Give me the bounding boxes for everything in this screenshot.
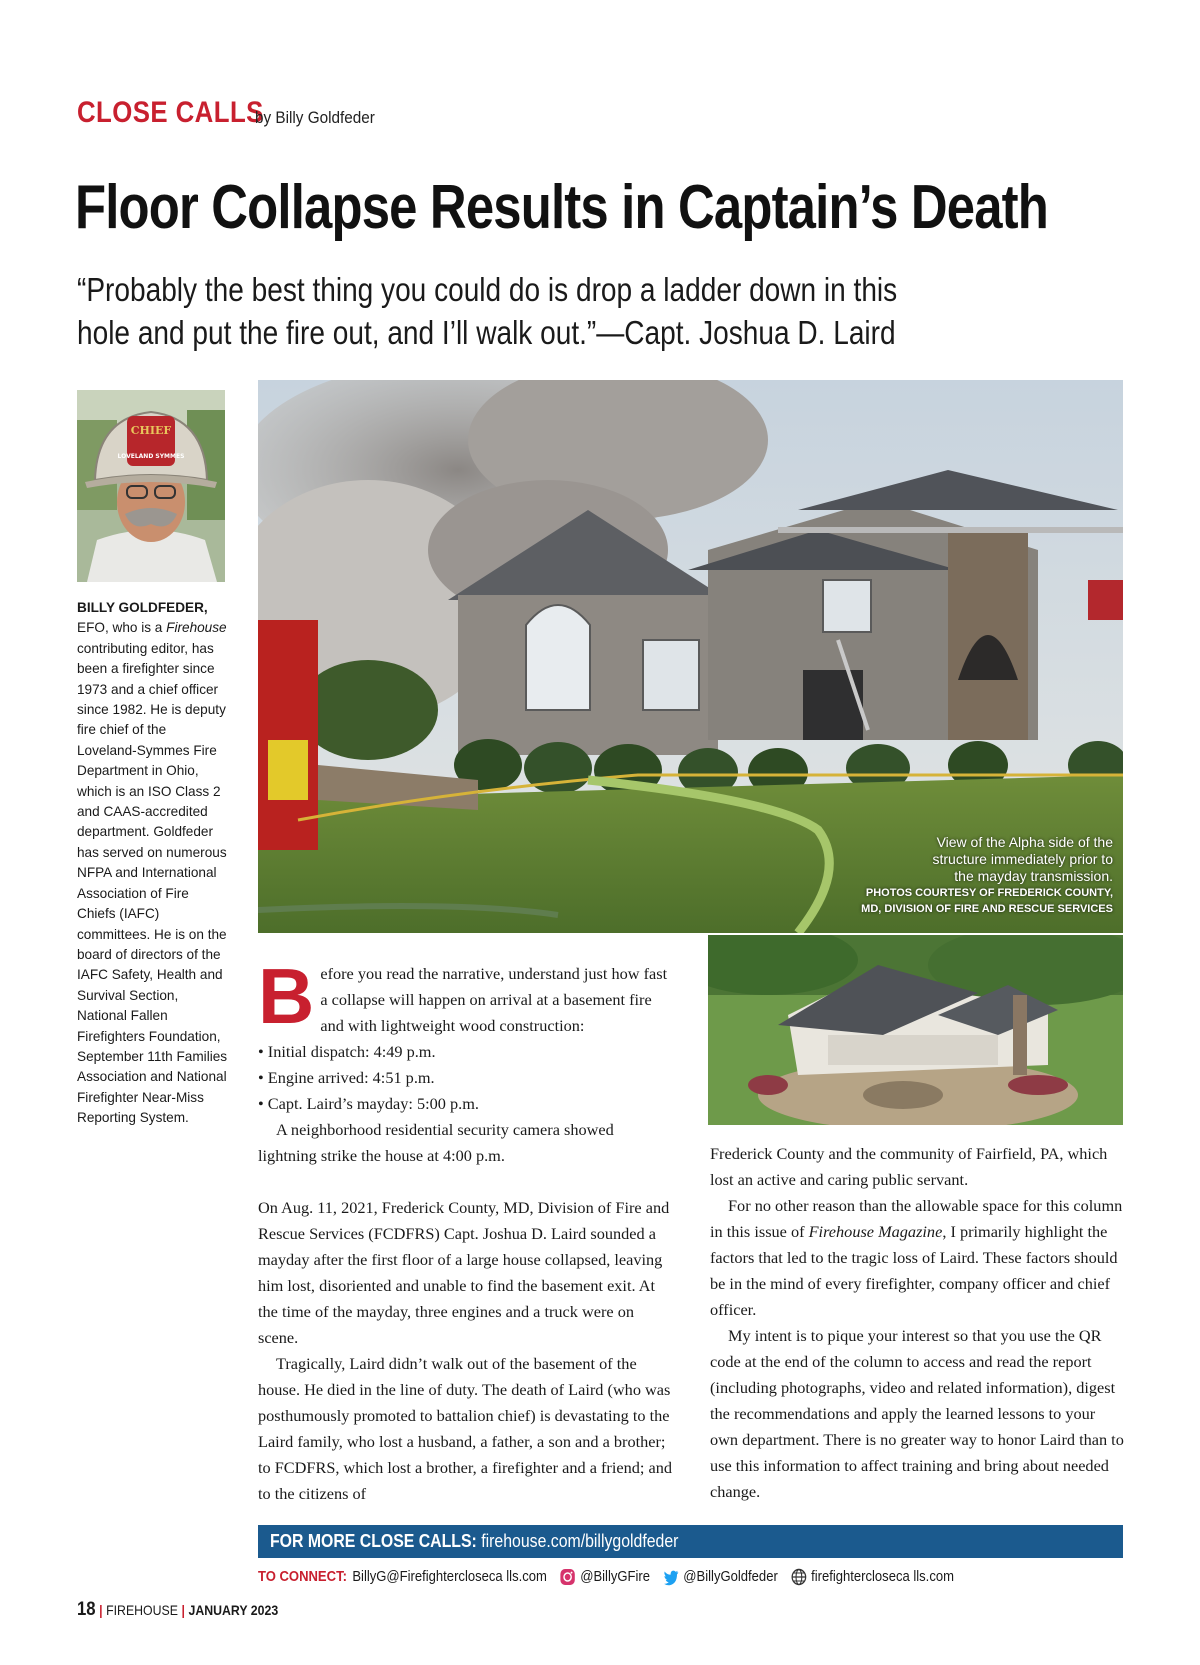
magazine-name: Firehouse Magazine <box>808 1222 943 1241</box>
photo-credit: PHOTOS COURTESY OF FREDERICK COUNTY, MD, DIVISION OF FIRE AND RESCUE SERVICES <box>861 887 1113 915</box>
more-url-link[interactable]: firehouse.com/billygoldfeder <box>481 1531 679 1551</box>
bullet-text: Capt. Laird’s mayday: 5:00 p.m. <box>267 1094 479 1113</box>
twitter-link[interactable] <box>663 1568 778 1586</box>
instagram-link[interactable] <box>560 1568 651 1586</box>
space-text-a: For no other reason than the allowable space for this column in this issue of <box>710 1196 1123 1241</box>
body-column-left <box>258 952 674 1507</box>
byline: by Billy Goldfeder <box>255 108 375 127</box>
bio-text-a: EFO, who is a <box>77 620 167 636</box>
aerial-house-photo <box>708 935 1123 1125</box>
intent-paragraph: My intent is to pique your interest so that you use the QR code at the end of the column to access and read the report (including photographs, video and related information), digest the recommendations and apply the learned lessons to your own department. There is no greater way to honor Laird than to use this information to affect training and bring about needed change. <box>710 1326 1124 1501</box>
more-close-calls-bar <box>258 1525 1123 1558</box>
space-text-b: , I primarily highlight the factors that led to the tragic loss of Laird. These factors should be in the mind of every firefighter, company officer and chief officer. <box>710 1222 1118 1319</box>
magazine-title: FIREHOUSE <box>106 1602 178 1618</box>
section-label: CLOSE CALLS <box>77 96 264 129</box>
bio-publication: Firehouse <box>166 620 227 636</box>
connect-row <box>258 1568 967 1586</box>
photo-caption <box>853 834 1113 917</box>
globe-icon <box>790 1568 806 1586</box>
twitter-handle: @BillyGoldfeder <box>683 1569 778 1585</box>
bullet-item: • Capt. Laird’s mayday: 5:00 p.m. <box>258 1094 479 1113</box>
issue-date: JANUARY 2023 <box>188 1602 279 1618</box>
section-kicker <box>77 96 375 130</box>
continued-paragraph: Frederick County and the community of Fairfield, PA, which lost an active and caring public servant. <box>710 1144 1108 1189</box>
fire-scene-photo <box>258 380 1123 933</box>
camera-paragraph: A neighborhood residential security camera showed lightning strike the house at 4:00 p.m. <box>258 1120 614 1165</box>
pull-quote: “Probably the best thing you could do is drop a ladder down in this hole and put the fire out, and I’ll walk out.”—Capt. Joshua D. Laird <box>77 271 898 351</box>
bullet-item: • Engine arrived: 4:51 p.m. <box>258 1068 435 1087</box>
instagram-icon <box>560 1568 576 1586</box>
bio-text-b: contributing editor, has been a firefighter since 1973 and a chief officer since 1982. He is deputy fire chief of the Loveland-Symmes Fire Department in Ohio, which is an ISO Class 2 and CAAS-accredited department. Goldfeder has served on numerous NFPA and International Association of Fire Chiefs (IAFC) committees. He is on the board of directors of the IAFC Safety, Health and Survival Section, National Fallen Firefighters Foundation, September 11th Families Association and National Firefighter Near-Miss Reporting System. <box>77 640 228 1126</box>
website-url: firefightercloseca lls.com <box>811 1569 954 1585</box>
email-link[interactable]: BillyG@Firefightercloseca lls.com <box>352 1569 547 1585</box>
helmet-text: CHIEF <box>130 424 172 437</box>
twitter-icon <box>663 1568 679 1586</box>
drop-cap: B <box>258 952 315 1040</box>
author-photo <box>77 390 225 582</box>
bullet-item: • Initial dispatch: 4:49 p.m. <box>258 1042 436 1061</box>
body-column-right <box>710 1141 1124 1505</box>
page-number: 18 <box>77 1599 96 1620</box>
space-paragraph <box>710 1193 1124 1323</box>
instagram-handle: @BillyGFire <box>580 1569 651 1585</box>
more-label: FOR MORE CLOSE CALLS: <box>270 1531 477 1551</box>
helmet-badge-text: LOVELAND SYMMES <box>117 453 185 460</box>
connect-label: TO CONNECT: <box>258 1569 347 1585</box>
author-bio <box>77 598 229 1129</box>
bio-name: BILLY GOLDFEDER, <box>77 600 208 615</box>
tragic-paragraph: Tragically, Laird didn’t walk out of the basement of the house. He died in the line of duty. The death of Laird (who was posthumously promoted to battalion chief) is devastating to the Laird family, who lost a husband, a father, a son and a brother; to FCDFRS, which lost a brother, a firefighter and a friend; and to the citizens of <box>258 1354 672 1503</box>
photo-caption-text: View of the Alpha side of the structure immediately prior to the mayday transmission. <box>932 834 1113 884</box>
website-link[interactable] <box>790 1568 954 1586</box>
intro-paragraph: efore you read the narrative, understand just how fast a collapse will happen on arrival at a basement fire and with lightweight wood construction: <box>320 964 668 1035</box>
bullet-text: Initial dispatch: 4:49 p.m. <box>267 1042 436 1061</box>
bullet-text: Engine arrived: 4:51 p.m. <box>267 1068 435 1087</box>
page-folio: 18 | FIREHOUSE | JANUARY 2023 <box>77 1599 279 1620</box>
headline: Floor Collapse Results in Captain’s Death <box>75 173 1049 242</box>
aug-paragraph: On Aug. 11, 2021, Frederick County, MD, Division of Fire and Rescue Services (FCDFRS) Capt. Joshua D. Laird sounded a mayday after the first floor of a large house collapsed, leaving him lost, disoriented and unable to find the basement exit. At the time of the mayday, three engines and a truck were on scene. <box>258 1198 670 1347</box>
